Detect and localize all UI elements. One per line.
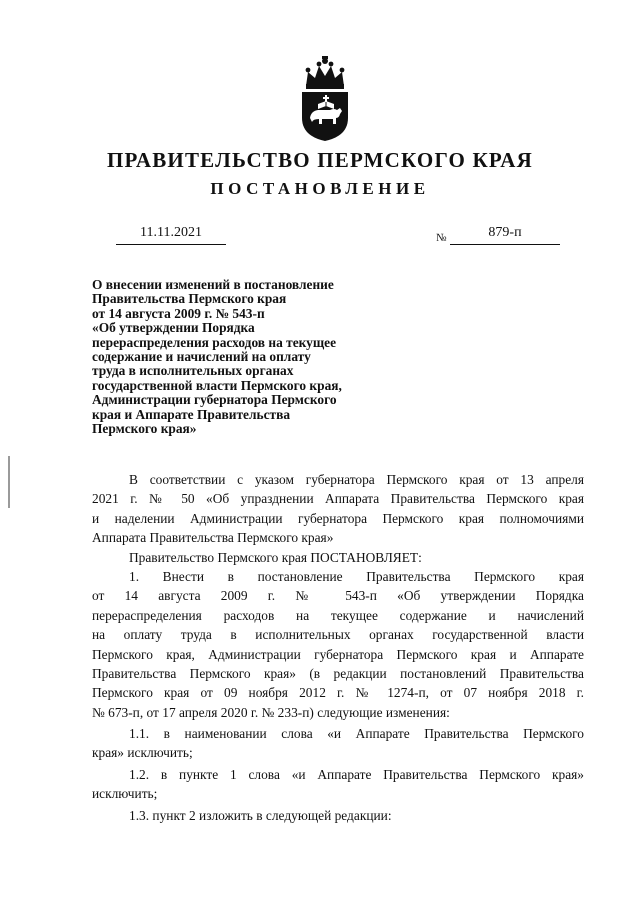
subject-line: Администрации губернатора Пермского	[92, 392, 337, 408]
text-line: Правительство Пермского края ПОСТАНОВЛЯЕТ:	[129, 549, 422, 565]
document-body	[92, 470, 584, 825]
paragraph-item-1-3	[92, 806, 584, 825]
paragraph-preamble	[92, 470, 584, 548]
text-line: 2021 г. № 50 «Об упразднении Аппарата Правительства Пермского края	[92, 491, 584, 507]
document-number: 879-п	[450, 224, 560, 245]
subject-line: от 14 августа 2009 г. № 543-п	[92, 305, 265, 321]
text-line: исключить;	[92, 786, 158, 802]
subject-line: «Об утверждении Порядка	[92, 320, 255, 336]
subject-line: содержание и начислений на оплату	[92, 349, 311, 365]
text-line: перераспределения расходов на текущее содержание и начислений	[92, 607, 584, 623]
text-line: Правительства Пермского края» (в редакции постановлений Правительства	[92, 665, 584, 681]
text-line: Пермского края, Администрации губернатора Пермского края и Аппарате	[92, 646, 584, 662]
subject-line: Правительства Пермского края	[92, 291, 287, 307]
text-line: от 14 августа 2009 г. № 543-п «Об утверждении Порядка	[92, 588, 584, 604]
subject-line: края и Аппарате Правительства	[92, 406, 291, 422]
government-title: ПРАВИТЕЛЬСТВО ПЕРМСКОГО КРАЯ	[106, 148, 533, 172]
paragraph-item-1	[92, 567, 584, 722]
paragraph-resolves	[92, 548, 584, 567]
perm-krai-coat-of-arms-icon	[298, 56, 352, 142]
text-line: 1.3. пункт 2 изложить в следующей редакции:	[129, 807, 392, 823]
subject-line: труда в исполнительных органах	[92, 363, 294, 379]
text-line: на оплату труда в исполнительных органах государственной власти	[92, 627, 584, 643]
scan-margin-mark	[8, 456, 10, 508]
subject-line: перераспределения расходов на текущее	[92, 334, 337, 350]
text-line: края» исключить;	[92, 745, 193, 761]
number-sign: №	[436, 232, 447, 244]
text-line: В соответствии с указом губернатора Пермского края от 13 апреля	[129, 472, 584, 487]
text-line: и наделении Администрации губернатора Пермского края полномочиями	[92, 510, 584, 526]
text-line: № 673-п, от 17 апреля 2020 г. № 233-п) следующие изменения:	[92, 704, 450, 720]
text-line: Пермского края от 09 ноября 2012 г. № 1274-п, от 07 ноября 2018 г.	[92, 685, 584, 701]
document-date: 11.11.2021	[116, 224, 226, 245]
text-line: 1.2. в пункте 1 слова «и Аппарате Правительства Пермского края»	[129, 766, 584, 782]
text-line: Аппарата Правительства Пермского края»	[92, 530, 334, 546]
text-line: 1. Внести в постановление Правительства Пермского края	[129, 568, 584, 584]
document-type: ПОСТАНОВЛЕНИЕ	[210, 179, 430, 198]
paragraph-item-1-2	[92, 765, 584, 804]
paragraph-item-1-1	[92, 724, 584, 763]
text-line: 1.1. в наименовании слова «и Аппарате Правительства Пермского	[129, 726, 584, 742]
subject-line: государственной власти Пермского края,	[92, 377, 342, 393]
subject-line: Пермского края»	[92, 421, 197, 437]
subject-line: О внесении изменений в постановление	[92, 277, 334, 292]
document-subject	[92, 278, 392, 436]
